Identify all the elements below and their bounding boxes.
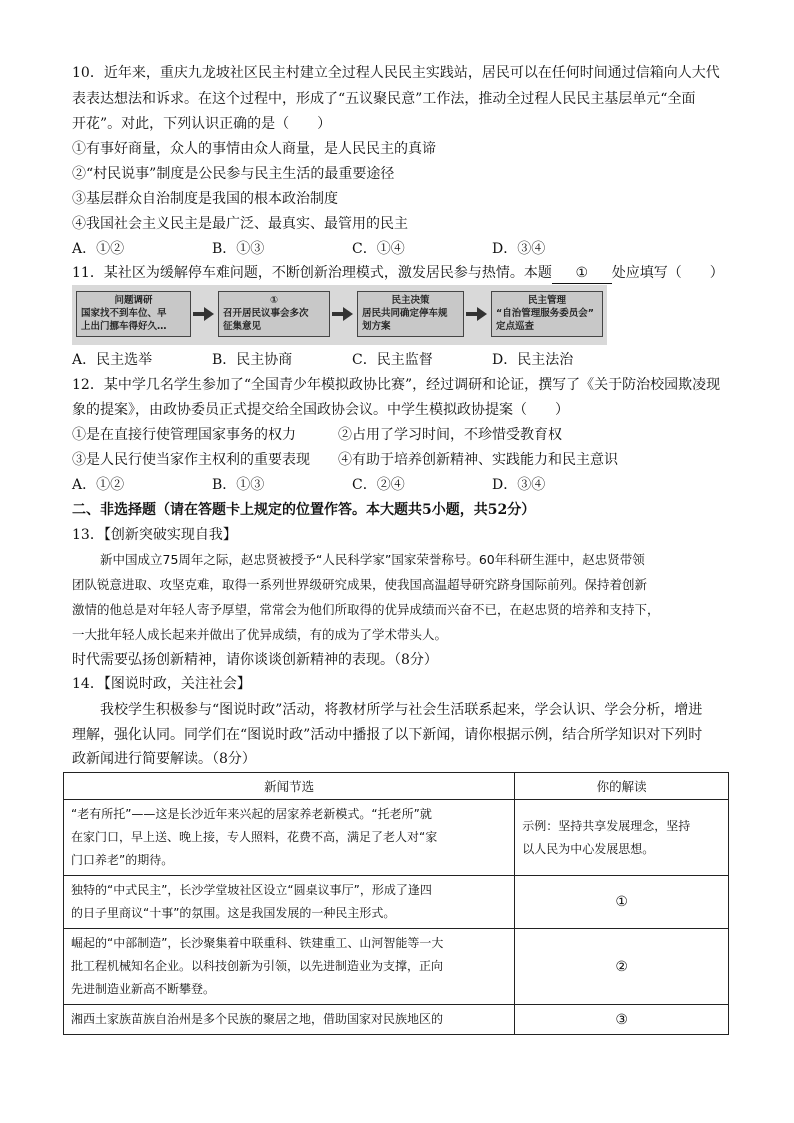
- flow-step-text: 召开居民议事会多次: [223, 308, 309, 319]
- q14-intro-line-1: 我校学生积极参与“图说时政”活动，将教材所学与社会生活联系起来，学会认识、学会分析，增进: [100, 702, 703, 718]
- q13-material-line-1: 新中国成立75周年之际，赵忠贤被授予“人民科学家”国家荣誉称号。60年科研生涯中，赵忠贤带领: [100, 552, 645, 567]
- answer-line: 以人民为中心发展思想。: [522, 841, 655, 856]
- news-line: 先进制造业新高不断攀登。: [71, 982, 216, 996]
- news-line: 崛起的“中部制造”，长沙聚集着中联重科、铁建重工、山河智能等一大: [71, 936, 444, 950]
- flow-step-title: 民主决策: [391, 295, 430, 306]
- q14-title: 14．【图说时政，关注社会】: [72, 676, 251, 692]
- news-cell: [64, 876, 515, 929]
- q10-option-b[interactable]: B．①③: [212, 241, 265, 257]
- flow-step-title: ①: [269, 295, 279, 306]
- news-cell: [64, 1005, 515, 1035]
- q11-option-b[interactable]: B．民主协商: [212, 352, 293, 368]
- flow-step-management: [491, 291, 603, 337]
- news-line: 独特的“中式民主”，长沙学堂坡社区设立“圆桌议事厅”，形成了逢四: [71, 883, 432, 897]
- answer-cell-3[interactable]: ③: [515, 1005, 729, 1035]
- news-line: “老有所托”——这是长沙近年来兴起的居家养老新模式。“托老所”就: [71, 807, 432, 821]
- q14-intro-line-2: 理解，强化认同。同学们在“图说时政”活动中播报了以下新闻，请你根据示例，结合所学知识对下列时: [72, 727, 703, 743]
- table-row: [64, 929, 729, 1005]
- q11-option-d[interactable]: D．民主法治: [492, 352, 574, 368]
- section-2-heading: 二、非选择题（请在答题卡上规定的位置作答。本大题共5小题，共52分）: [72, 502, 536, 518]
- answer-cell-1[interactable]: ①: [515, 876, 729, 929]
- table-row: [64, 800, 729, 876]
- flow-step-text: 定点巡查: [496, 321, 535, 332]
- q10-statement-1: ①有事好商量，众人的事情由众人商量，是人民民主的真谛: [72, 141, 436, 157]
- q11-option-c[interactable]: C．民主监督: [352, 352, 433, 368]
- q10-option-d[interactable]: D．③④: [492, 241, 546, 257]
- q11-stem-after: 处应填写（ ）: [611, 265, 724, 281]
- q12-statement-2: ②占用了学习时间，不珍惜受教育权: [338, 427, 562, 443]
- arrow-right-icon: [477, 307, 487, 321]
- q12-statement-1: ①是在直接行使管理国家事务的权力: [72, 427, 296, 443]
- q13-material-line-2: 团队锐意进取、攻坚克难，取得一系列世界级研究成果，使我国高温超导研究跻身国际前列。保持着创新: [72, 577, 648, 592]
- answer-cell-example: [515, 800, 729, 876]
- news-cell: [64, 800, 515, 876]
- q11-stem: [72, 263, 732, 284]
- arrow-right-icon: [343, 307, 353, 321]
- q11-flow-chart: [72, 285, 607, 345]
- q10-stem-line-1: 10．近年来，重庆九龙坡社区民主村建立全过程人民民主实践站，居民可以在任何时间通过信箱向人大代: [72, 65, 720, 81]
- q11-blank: ①: [552, 263, 612, 284]
- q13-material-line-4: 一大批年轻人成长起来并做出了优异成绩，有的成为了学术带头人。: [72, 627, 448, 642]
- q14-news-table: [63, 772, 729, 1035]
- q12-statement-3: ③是人民行使当家作主权利的重要表现: [72, 452, 310, 468]
- flow-step-text: 上出门挪车得好久…: [81, 321, 167, 332]
- q10-stem-line-3: 开花”。对此，下列认识正确的是（ ）: [72, 116, 332, 132]
- q10-statement-4: ④我国社会主义民主是最广泛、最真实、最管用的民主: [72, 216, 408, 232]
- header-interpretation: 你的解读: [515, 773, 729, 800]
- q12-option-b[interactable]: B．①③: [212, 477, 265, 493]
- arrow-right-icon: [204, 307, 214, 321]
- news-line: 批工程机械知名企业。以科技创新为引领，以先进制造业为支撑，正向: [71, 959, 444, 973]
- q13-title: 13．【创新突破实现自我】: [72, 527, 237, 543]
- answer-cell-2[interactable]: ②: [515, 929, 729, 1005]
- flow-step-text: 划方案: [362, 321, 391, 332]
- q12-option-c[interactable]: C．②④: [352, 477, 405, 493]
- q12-stem-line-1: 12．某中学几名学生参加了“全国青少年模拟政协比赛”，经过调研和论证，撰写了《关于防治校园欺凌现: [72, 377, 721, 393]
- news-cell: [64, 929, 515, 1005]
- q14-intro-line-3: 政新闻进行简要解读。（8分）: [72, 751, 256, 767]
- flow-step-survey: [76, 291, 191, 337]
- q13-question: 时代需要弘扬创新精神，请你谈谈创新精神的表现。（8分）: [72, 652, 438, 668]
- table-header-row: [64, 773, 729, 800]
- q10-statement-3: ③基层群众自治制度是我国的根本政治制度: [72, 191, 338, 207]
- q12-option-a[interactable]: A．①②: [72, 477, 125, 493]
- news-line: 湘西土家族苗族自治州是多个民族的聚居之地，借助国家对民族地区的: [71, 1012, 444, 1026]
- answer-line: 示例：坚持共享发展理念，坚持: [522, 818, 691, 833]
- flow-step-text: 居民共同确定停车规: [362, 308, 448, 319]
- q12-statement-4: ④有助于培养创新精神、实践能力和民主意识: [338, 452, 618, 468]
- news-line: 门口养老”的期待。: [71, 853, 174, 867]
- flow-step-text: “自治管理服务委员会”: [496, 308, 594, 319]
- q10-statement-2: ②“村民说事”制度是公民参与民主生活的最重要途径: [72, 166, 395, 182]
- flow-step-text: 国家找不到车位、早: [81, 308, 167, 319]
- flow-step-text: 征集意见: [223, 321, 262, 332]
- header-news: 新闻节选: [64, 773, 515, 800]
- table-row: [64, 1005, 729, 1035]
- news-line: 在家门口，早上送、晚上接，专人照料，花费不高，满足了老人对“家: [71, 830, 438, 844]
- news-line: 的日子里商议“十事”的氛围。这是我国发展的一种民主形式。: [71, 906, 396, 920]
- q12-stem-line-2: 象的提案》，由政协委员正式提交给全国政协会议。中学生模拟政协提案（ ）: [72, 402, 569, 418]
- q11-stem-before: 11．某社区为缓解停车难问题，不断创新治理模式，激发居民参与热情。本题: [72, 265, 552, 281]
- q13-material-line-3: 激情的他总是对年轻人寄予厚望，常常会为他们所取得的优异成绩而兴奋不已，在赵忠贤的培养和支持下，: [72, 602, 660, 617]
- flow-step-blank: [218, 291, 330, 337]
- table-row: [64, 876, 729, 929]
- q10-stem-line-2: 表表达想法和诉求。在这个过程中，形成了“五议聚民意”工作法，推动全过程人民民主基层单元“全面: [72, 91, 696, 107]
- flow-step-title: 问题调研: [114, 295, 153, 306]
- q11-option-a[interactable]: A．民主选举: [72, 352, 153, 368]
- q12-option-d[interactable]: D．③④: [492, 477, 546, 493]
- q10-option-a[interactable]: A．①②: [72, 241, 125, 257]
- flow-step-title: 民主管理: [527, 295, 566, 306]
- q10-option-c[interactable]: C．①④: [352, 241, 405, 257]
- flow-step-decision: [357, 291, 464, 337]
